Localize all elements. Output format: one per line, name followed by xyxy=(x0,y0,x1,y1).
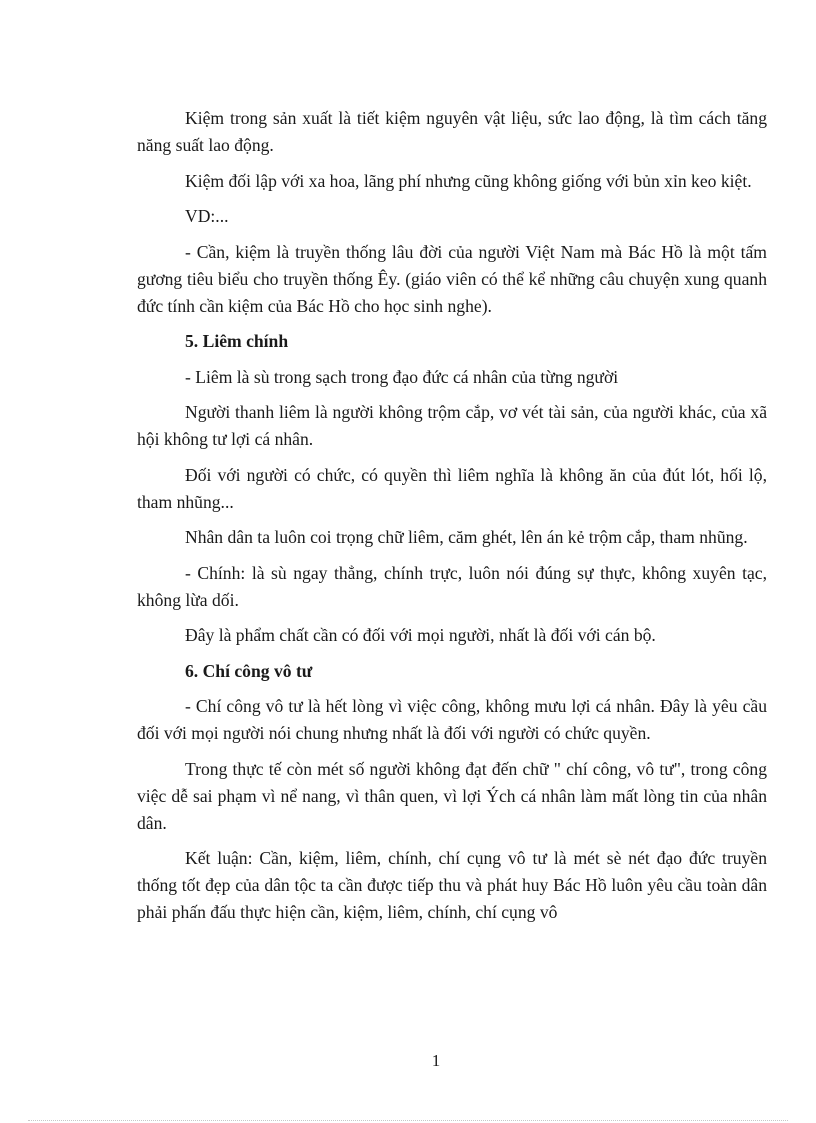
section-heading-liem-chinh: 5. Liêm chính xyxy=(185,331,289,351)
paragraph-can-kiem-tradition: - Cần, kiệm là truyền thống lâu đời của người Việt Nam mà Bác Hồ là một tấm gương tiêu biểu cho truyền thống Êy. (giáo viên có thể kể những câu chuyện xung quanh đức tính cần kiệm của Bác Hồ cho học sinh nghe). xyxy=(137,241,767,316)
paragraph-chinh-definition: - Chính: là sù ngay thẳng, chính trực, luôn nói đúng sự thực, không xuyên tạc, không lừa dối. xyxy=(137,562,767,610)
section-heading-chi-cong-vo-tu: 6. Chí công vô tư xyxy=(185,660,313,681)
paragraph-example: VD:... xyxy=(185,206,229,226)
paragraph-kiem-production: Kiệm trong sản xuất là tiết kiệm nguyên vật liệu, sức lao động, là tìm cách tăng năng suất lao động. xyxy=(137,108,767,155)
paragraph-thanh-liem: Người thanh liêm là người không trộm cắp, vơ vét tài sản, của người khác, của xã hội không tư lợi cá nhân. xyxy=(137,402,767,449)
paragraph-liem-definition: - Liêm là sù trong sạch trong đạo đức cá nhân của từng người xyxy=(185,366,619,387)
paragraph-people-value-liem: Nhân dân ta luôn coi trọng chữ liêm, căm ghét, lên án kẻ trộm cắp, tham nhũng. xyxy=(185,527,748,547)
page-bottom-divider xyxy=(28,1120,788,1121)
paragraph-chi-cong-definition: - Chí công vô tư là hết lòng vì việc công, không mưu lợi cá nhân. Đây là yêu cầu đối với mọi người nói chung nhưng nhất là đối với người có chức quyền. xyxy=(137,696,767,743)
document-body xyxy=(137,105,767,935)
paragraph-reality: Trong thực tế còn mét số người không đạt đến chữ " chí công, vô tư", trong công việc dễ sai phạm vì nể nang, vì thân quen, vì lợi Ých cá nhân làm mất lòng tin của nhân dân. xyxy=(137,758,767,833)
paragraph-officials-liem: Đối với người có chức, có quyền thì liêm nghĩa là không ăn của đút lót, hối lộ, tham nhũng... xyxy=(137,464,767,512)
paragraph-cadre-quality: Đây là phẩm chất cần có đối với mọi người, nhất là đối với cán bộ. xyxy=(185,625,656,645)
page-number: 1 xyxy=(431,1051,441,1070)
paragraph-kiem-contrast: Kiệm đối lập với xa hoa, lãng phí nhưng cũng không giống với bủn xỉn keo kiệt. xyxy=(185,170,752,191)
paragraph-conclusion: Kết luận: Cần, kiệm, liêm, chính, chí cụng vô tư là mét sè nét đạo đức truyền thống tốt đẹp của dân tộc ta cần được tiếp thu và phát huy Bác Hồ luôn yêu cầu toàn dân phải phấn đấu thực hiện cần, kiệm, liêm, chính, chí cụng vô xyxy=(137,848,767,922)
